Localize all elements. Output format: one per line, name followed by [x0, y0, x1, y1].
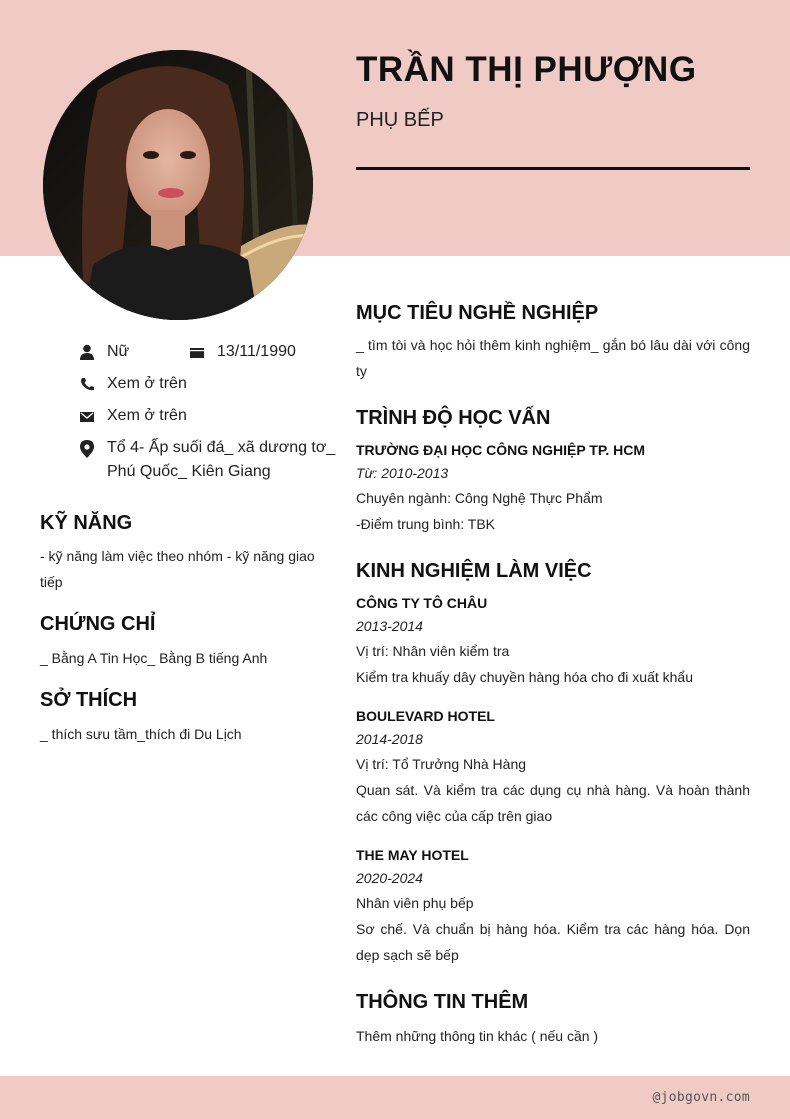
certificates-title: CHỨNG CHỈ [40, 613, 156, 635]
experience-position: Vị trí: Tổ Trưởng Nhà Hàng [356, 756, 527, 772]
hobbies-text: _ thích sưu tầm_thích đi Du Lịch [40, 726, 242, 742]
experience-title: KINH NGHIỆM LÀM VIỆC [356, 560, 592, 582]
address-value: Tổ 4- Ấp suối đá_ xã dương tơ_ Phú Quốc_ Kiên Giang [107, 439, 336, 480]
additional-title: THÔNG TIN THÊM [356, 991, 529, 1013]
experience-company: CÔNG TY TÔ CHÂU [356, 595, 488, 611]
experience-description: Sơ chế. Và chuẩn bị hàng hóa. Kiểm tra các hàng hóa. Dọn dẹp sạch sẽ bếp [356, 921, 750, 963]
experience-period: 2014-2018 [356, 731, 423, 747]
experience-position: Vị trí: Nhân viên kiểm tra [356, 643, 510, 659]
email-icon [80, 408, 94, 424]
title-divider [356, 167, 750, 170]
skills-title: KỸ NĂNG [40, 512, 133, 534]
address-row [80, 436, 365, 484]
experience-description: Kiểm tra khuấy dây chuyền hàng hóa cho đi xuất khẩu [356, 669, 693, 685]
avatar [43, 50, 313, 320]
education-period: Từ: 2010-2013 [356, 465, 449, 481]
gender-value: Nữ [107, 343, 130, 360]
education-title: TRÌNH ĐỘ HỌC VẤN [356, 407, 551, 429]
phone-row [80, 372, 187, 396]
phone-value[interactable]: Xem ở trên [107, 375, 187, 392]
education-school: TRƯỜNG ĐẠI HỌC CÔNG NGHIỆP TP. HCM [356, 442, 646, 458]
calendar-icon [190, 344, 204, 360]
experience-company: THE MAY HOTEL [356, 847, 469, 863]
experience-description: Quan sát. Và kiểm tra các dụng cụ nhà hàng. Và hoàn thành các công việc của cấp trên giao [356, 782, 750, 824]
user-icon [80, 344, 94, 360]
additional-text: Thêm những thông tin khác ( nếu cần ) [356, 1028, 599, 1044]
job-title: PHỤ BẾP [356, 109, 444, 131]
experience-company: BOULEVARD HOTEL [356, 708, 495, 724]
email-value[interactable]: Xem ở trên [107, 407, 187, 424]
avatar-photo [43, 50, 313, 320]
objective-text: _ tìm tòi và học hỏi thêm kinh nghiệm_ gắn bó lâu dài với công ty [356, 337, 750, 379]
birthday-row [190, 340, 296, 364]
email-row [80, 404, 187, 428]
birthday-value: 13/11/1990 [217, 343, 296, 360]
phone-icon [80, 376, 94, 392]
education-major: Chuyên ngành: Công Nghệ Thực Phẩm [356, 490, 603, 506]
hobbies-title: SỞ THÍCH [40, 689, 138, 711]
objective-title: MỤC TIÊU NGHỀ NGHIỆP [356, 302, 599, 324]
experience-position: Nhân viên phụ bếp [356, 895, 474, 911]
candidate-name: TRẦN THỊ PHƯỢNG [356, 50, 697, 89]
footer-watermark[interactable]: @jobgovn.com [652, 1090, 750, 1105]
location-icon [80, 440, 94, 458]
experience-period: 2020-2024 [356, 870, 423, 886]
experience-period: 2013-2014 [356, 618, 423, 634]
skills-text: - kỹ năng làm việc theo nhóm - kỹ năng giao tiếp [40, 548, 315, 590]
gender-row [80, 340, 129, 364]
education-gpa: -Điểm trung bình: TBK [356, 516, 496, 532]
certificates-text: _ Bằng A Tin Học_ Bằng B tiếng Anh [40, 650, 268, 666]
